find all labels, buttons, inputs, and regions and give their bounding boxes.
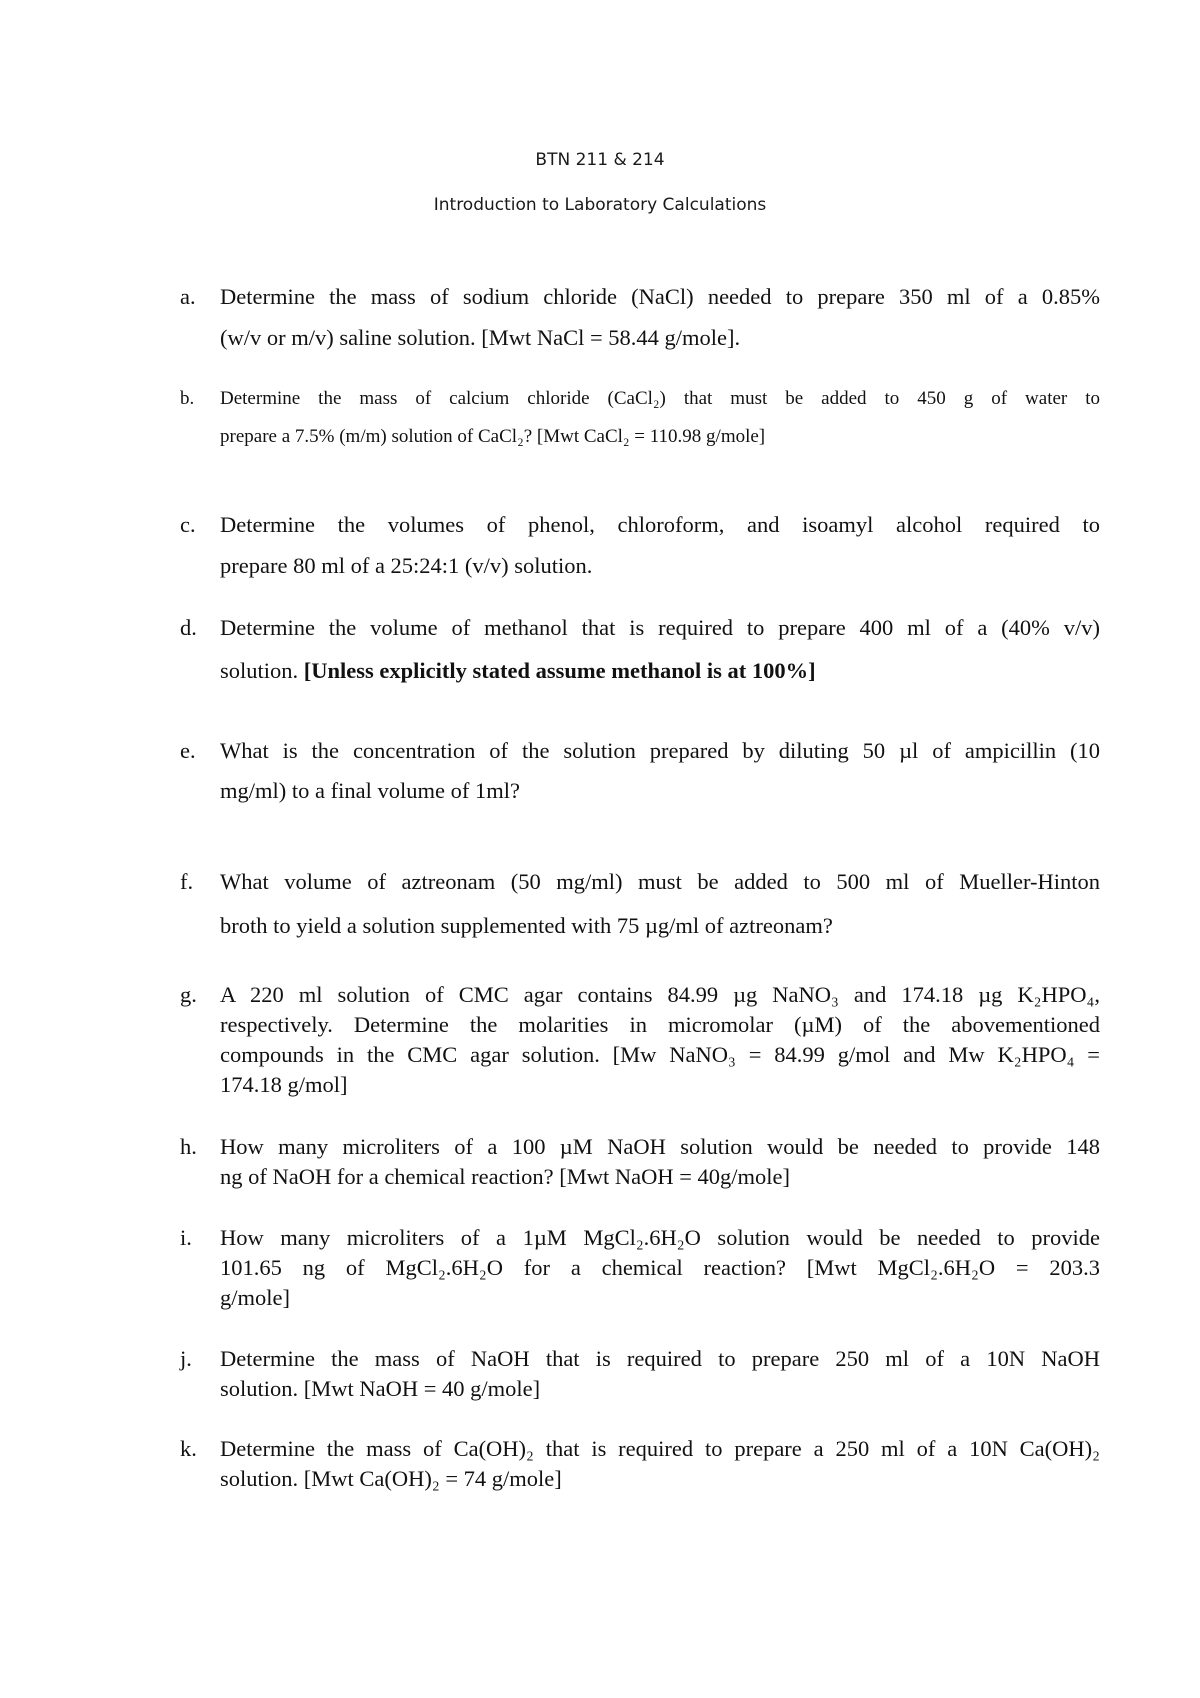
question-text-line: prepare a 7.5% (m/m) solution of CaCl₂? [Mwt CaCl₂ = 110.98 g/mole]	[220, 426, 766, 447]
question-label: a.	[180, 284, 196, 309]
question-text-line	[220, 658, 1100, 684]
question-text-line: A 220 ml solution of CMC agar contains 84.99 µg NaNO₃ and 174.18 µg K₂HPO₄,	[220, 982, 1100, 1007]
question-label: f.	[180, 869, 194, 894]
question-text-line: (w/v or m/v) saline solution. [Mwt NaCl = 58.44 g/mole].	[220, 325, 741, 350]
question-text-line: Determine the mass of Ca(OH)₂ that is required to prepare a 250 ml of a 10N Ca(OH)₂	[220, 1436, 1100, 1461]
question-text-line: 174.18 g/mol]	[220, 1072, 348, 1097]
question-text-line: prepare 80 ml of a 25:24:1 (v/v) solution.	[220, 553, 593, 578]
question-text-line: compounds in the CMC agar solution. [Mw NaNO₃ = 84.99 g/mol and Mw K₂HPO₄ =	[220, 1042, 1100, 1067]
question-label: b.	[180, 388, 195, 409]
question-text-line: solution. [Mwt Ca(OH)₂ = 74 g/mole]	[220, 1466, 562, 1491]
assumption-note: [Unless explicitly stated assume methanol is at 100%]	[303, 658, 816, 683]
question-text-line: Determine the volumes of phenol, chloroform, and isoamyl alcohol required to	[220, 512, 1100, 537]
question-text-line: broth to yield a solution supplemented with 75 µg/ml of aztreonam?	[220, 913, 833, 938]
question-text-line: Determine the mass of calcium chloride (CaCl₂) that must be added to 450 g of water to	[220, 388, 1100, 409]
question-text-line: ng of NaOH for a chemical reaction? [Mwt NaOH = 40g/mole]	[220, 1164, 790, 1189]
question-label: e.	[180, 738, 196, 763]
question-text-line: solution. [Mwt NaOH = 40 g/mole]	[220, 1376, 541, 1401]
question-label: i.	[180, 1225, 192, 1250]
page-title: Introduction to Laboratory Calculations	[433, 195, 767, 215]
question-text-line: How many microliters of a 1µM MgCl₂.6H₂O solution would be needed to provide	[220, 1225, 1100, 1250]
course-code: BTN 211 & 214	[535, 150, 665, 170]
question-text-line: g/mole]	[220, 1285, 290, 1310]
question-text-line: What volume of aztreonam (50 mg/ml) must be added to 500 ml of Mueller-Hinton	[220, 869, 1100, 894]
question-text-line: 101.65 ng of MgCl₂.6H₂O for a chemical reaction? [Mwt MgCl₂.6H₂O = 203.3	[220, 1255, 1100, 1280]
question-label: k.	[180, 1436, 197, 1461]
question-text-line: Determine the mass of sodium chloride (NaCl) needed to prepare 350 ml of a 0.85%	[220, 284, 1100, 309]
question-text-line: What is the concentration of the solution prepared by diluting 50 µl of ampicillin (10	[220, 738, 1100, 763]
question-text-line: How many microliters of a 100 µM NaOH solution would be needed to provide 148	[220, 1134, 1100, 1159]
question-text: solution.	[220, 658, 299, 683]
question-text-line: respectively. Determine the molarities in micromolar (µM) of the abovementioned	[220, 1012, 1100, 1037]
question-text-line: mg/ml) to a final volume of 1ml?	[220, 778, 520, 803]
question-label: d.	[180, 615, 197, 640]
question-label: c.	[180, 512, 196, 537]
question-label: g.	[180, 982, 197, 1007]
question-label: h.	[180, 1134, 197, 1159]
question-text-line: Determine the volume of methanol that is required to prepare 400 ml of a (40% v/v)	[220, 615, 1100, 640]
question-label: j.	[180, 1346, 192, 1371]
question-text-line: Determine the mass of NaOH that is required to prepare 250 ml of a 10N NaOH	[220, 1346, 1100, 1371]
